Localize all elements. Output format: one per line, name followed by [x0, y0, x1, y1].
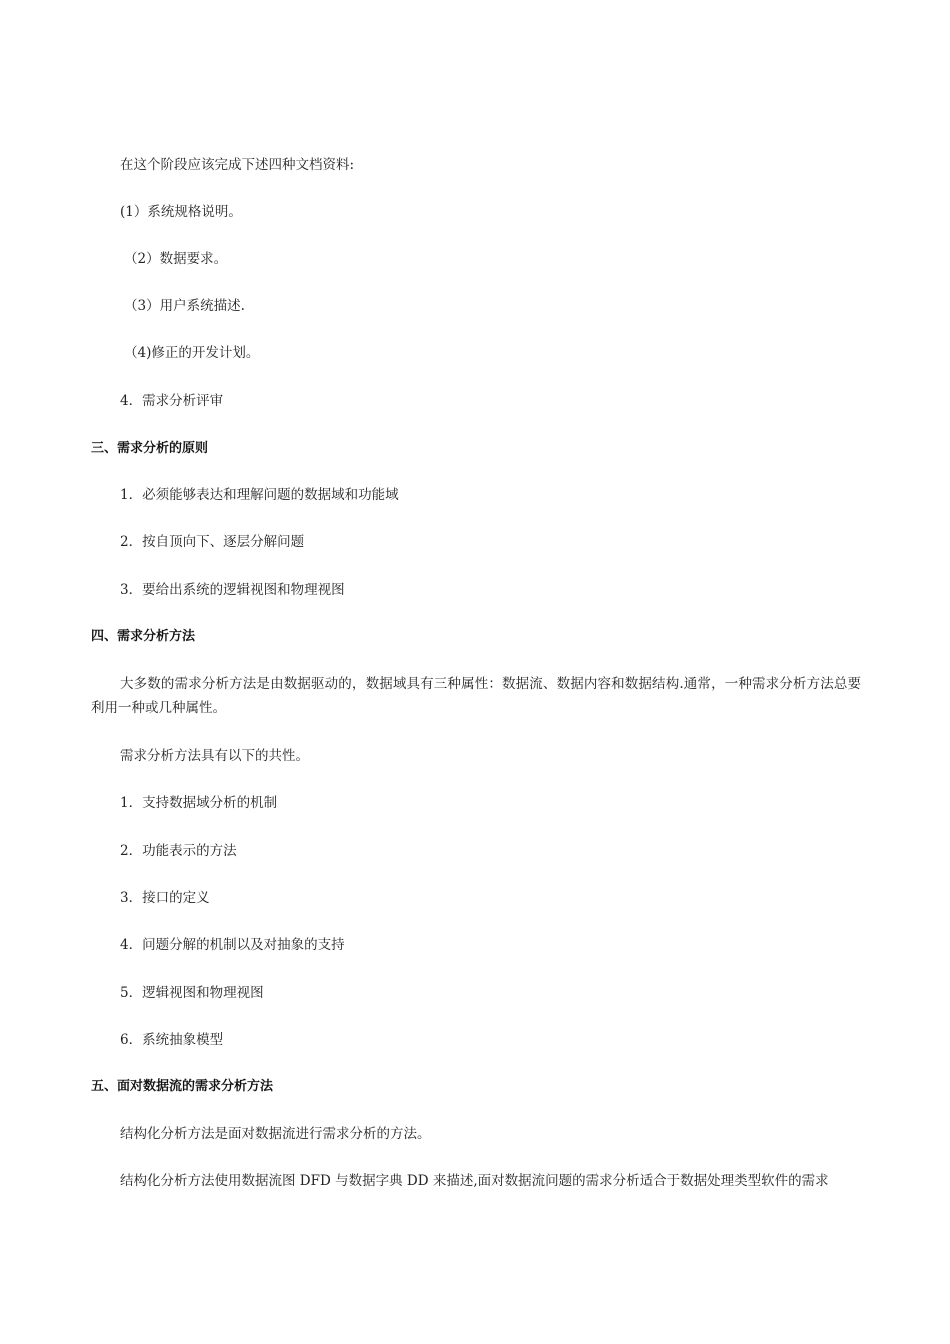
list-item: （4)修正的开发计划。 — [124, 345, 260, 361]
body-paragraph: 结构化分析方法是面对数据流进行需求分析的方法。 — [120, 1126, 431, 1142]
list-item: 3．接口的定义 — [120, 890, 210, 906]
list-item: 3．要给出系统的逻辑视图和物理视图 — [120, 582, 345, 598]
list-item: 2．按自顶向下、逐层分解问题 — [120, 534, 305, 550]
section-heading: 三、需求分析的原则 — [91, 441, 209, 456]
section-heading: 五、面对数据流的需求分析方法 — [91, 1079, 274, 1094]
list-item: 2．功能表示的方法 — [120, 843, 237, 859]
list-item: （3）用户系统描述. — [124, 298, 245, 314]
list-item: (1）系统规格说明。 — [120, 204, 242, 220]
list-item: （2）数据要求。 — [124, 251, 228, 267]
intro-line: 在这个阶段应该完成下述四种文档资料: — [120, 157, 355, 173]
body-paragraph: 结构化分析方法使用数据流图 DFD 与数据字典 DD 来描述,面对数据流问题的需求分析适合于数据处理类型软件的需求 — [120, 1173, 829, 1189]
body-paragraph: 需求分析方法具有以下的共性。 — [120, 748, 309, 764]
body-paragraph: 大多数的需求分析方法是由数据驱动的，数据域具有三种属性：数据流、数据内容和数据结构.通常，一种需求分析方法总要利用一种或几种属性。 — [91, 676, 861, 716]
list-item: 4．需求分析评审 — [120, 393, 224, 409]
list-item: 5．逻辑视图和物理视图 — [120, 985, 264, 1001]
list-item: 6．系统抽象模型 — [120, 1032, 224, 1048]
list-item: 4．问题分解的机制以及对抽象的支持 — [120, 937, 345, 953]
section-heading: 四、需求分析方法 — [91, 629, 196, 644]
list-item: 1．支持数据域分析的机制 — [120, 795, 278, 811]
list-item: 1．必须能够表达和理解问题的数据域和功能域 — [120, 487, 399, 503]
